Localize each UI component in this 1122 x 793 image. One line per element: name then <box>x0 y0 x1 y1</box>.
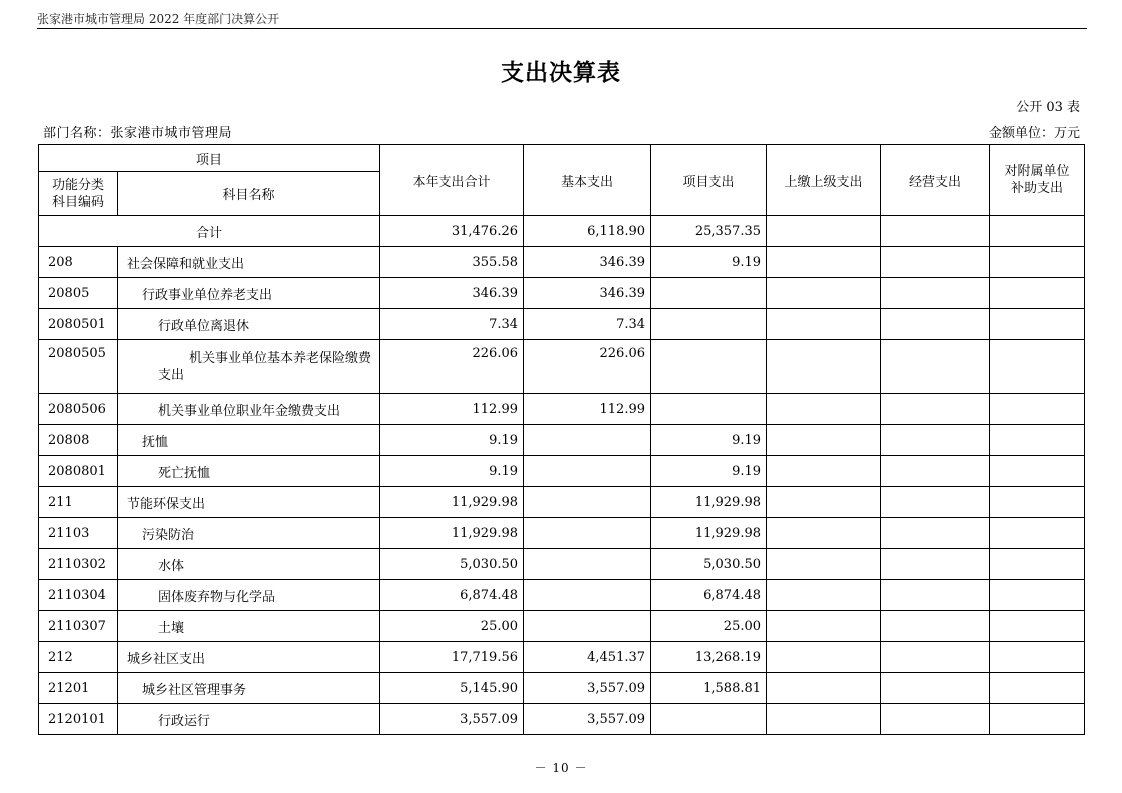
row-code: 2110304 <box>39 580 118 611</box>
row-code: 2080801 <box>39 456 118 487</box>
row-subsidy <box>990 487 1085 518</box>
row-name: 污染防治 <box>118 518 380 549</box>
row-business <box>881 704 990 735</box>
row-upper <box>767 309 881 340</box>
row-subsidy <box>990 673 1085 704</box>
row-business <box>881 278 990 309</box>
table-row <box>39 487 1085 518</box>
row-basic <box>524 518 651 549</box>
row-total: 6,874.48 <box>380 580 524 611</box>
table-row <box>39 309 1085 340</box>
row-total: 17,719.56 <box>380 642 524 673</box>
row-code: 208 <box>39 247 118 278</box>
row-name: 城乡社区支出 <box>118 642 380 673</box>
row-total: 11,929.98 <box>380 518 524 549</box>
row-project: 9.19 <box>651 425 767 456</box>
header-business: 经营支出 <box>881 145 990 216</box>
row-business <box>881 340 990 394</box>
row-business <box>881 580 990 611</box>
amount-unit: 金额单位：万元 <box>988 126 1080 141</box>
row-code: 2080505 <box>39 340 118 394</box>
row-name <box>118 340 380 394</box>
row-upper <box>767 247 881 278</box>
row-subsidy <box>990 549 1085 580</box>
row-subsidy <box>990 309 1085 340</box>
row-code: 21201 <box>39 673 118 704</box>
table-row <box>39 704 1085 735</box>
table-row <box>39 518 1085 549</box>
row-subsidy <box>990 340 1085 394</box>
row-name: 固体废弃物与化学品 <box>118 580 380 611</box>
row-subsidy <box>990 278 1085 309</box>
row-project <box>651 309 767 340</box>
row-name: 行政运行 <box>118 704 380 735</box>
row-total: 11,929.98 <box>380 487 524 518</box>
row-upper <box>767 394 881 425</box>
header-row-1 <box>39 145 1085 172</box>
header-code-line1: 功能分类 <box>51 177 104 193</box>
row-project: 9.19 <box>651 456 767 487</box>
row-basic <box>524 456 651 487</box>
header-item: 项目 <box>39 145 380 172</box>
table-row <box>39 394 1085 425</box>
page-number: － 10 － <box>534 761 588 775</box>
row-business <box>881 456 990 487</box>
row-total: 5,030.50 <box>380 549 524 580</box>
header-code-line2: 科目编码 <box>51 194 104 210</box>
row-project <box>651 278 767 309</box>
row-name: 社会保障和就业支出 <box>118 247 380 278</box>
table-row <box>39 247 1085 278</box>
row-upper <box>767 278 881 309</box>
row-project <box>651 340 767 394</box>
total-upper <box>767 216 881 247</box>
row-code: 2080501 <box>39 309 118 340</box>
total-total: 31,476.26 <box>380 216 524 247</box>
row-project: 11,929.98 <box>651 518 767 549</box>
row-business <box>881 487 990 518</box>
row-total: 7.34 <box>380 309 524 340</box>
total-label: 合计 <box>39 216 380 247</box>
row-business <box>881 425 990 456</box>
row-code: 2080506 <box>39 394 118 425</box>
row-upper <box>767 642 881 673</box>
row-name: 抚恤 <box>118 425 380 456</box>
row-total: 226.06 <box>380 340 524 394</box>
row-project <box>651 704 767 735</box>
row-upper <box>767 487 881 518</box>
row-upper <box>767 425 881 456</box>
row-name: 机关事业单位职业年金缴费支出 <box>118 394 380 425</box>
row-project: 6,874.48 <box>651 580 767 611</box>
table-row <box>39 425 1085 456</box>
row-name-line2: 支出 <box>158 367 185 383</box>
header-subsidy-line1: 对附属单位 <box>1004 164 1070 179</box>
row-subsidy <box>990 247 1085 278</box>
page-title: 支出决算表 <box>501 60 621 86</box>
row-total: 3,557.09 <box>380 704 524 735</box>
row-total: 9.19 <box>380 456 524 487</box>
row-total: 346.39 <box>380 278 524 309</box>
row-upper <box>767 518 881 549</box>
form-number: 公开 03 表 <box>1016 100 1080 115</box>
table-row <box>39 673 1085 704</box>
row-total: 25.00 <box>380 611 524 642</box>
row-basic: 346.39 <box>524 278 651 309</box>
row-basic <box>524 580 651 611</box>
row-name: 行政事业单位养老支出 <box>118 278 380 309</box>
row-code: 20805 <box>39 278 118 309</box>
row-total: 355.58 <box>380 247 524 278</box>
total-business <box>881 216 990 247</box>
row-project: 9.19 <box>651 247 767 278</box>
row-basic: 3,557.09 <box>524 704 651 735</box>
row-name: 城乡社区管理事务 <box>118 673 380 704</box>
row-total: 112.99 <box>380 394 524 425</box>
row-basic: 226.06 <box>524 340 651 394</box>
row-subsidy <box>990 642 1085 673</box>
row-basic <box>524 549 651 580</box>
row-business <box>881 309 990 340</box>
row-name-line1: 机关事业单位基本养老保险缴费 <box>189 350 372 366</box>
row-subsidy <box>990 425 1085 456</box>
row-upper <box>767 340 881 394</box>
header-total: 本年支出合计 <box>380 145 524 216</box>
row-upper <box>767 611 881 642</box>
row-basic: 7.34 <box>524 309 651 340</box>
row-code: 212 <box>39 642 118 673</box>
row-name: 土壤 <box>118 611 380 642</box>
header-basic: 基本支出 <box>524 145 651 216</box>
row-name: 行政单位离退休 <box>118 309 380 340</box>
total-row <box>39 216 1085 247</box>
row-business <box>881 642 990 673</box>
total-basic: 6,118.90 <box>524 216 651 247</box>
row-name: 死亡抚恤 <box>118 456 380 487</box>
header-project: 项目支出 <box>651 145 767 216</box>
row-project: 25.00 <box>651 611 767 642</box>
row-name: 水体 <box>118 549 380 580</box>
row-code: 2110302 <box>39 549 118 580</box>
row-total: 9.19 <box>380 425 524 456</box>
total-subsidy <box>990 216 1085 247</box>
page-header: 张家港市城市管理局 2022 年度部门决算公开 <box>37 12 280 26</box>
row-basic: 346.39 <box>524 247 651 278</box>
row-basic: 3,557.09 <box>524 673 651 704</box>
department-name: 部门名称：张家港市城市管理局 <box>43 126 233 141</box>
row-business <box>881 673 990 704</box>
row-code: 20808 <box>39 425 118 456</box>
header-subsidy-line2: 补助支出 <box>1011 181 1064 196</box>
table-row <box>39 642 1085 673</box>
row-upper <box>767 456 881 487</box>
table-row <box>39 340 1085 394</box>
row-basic <box>524 611 651 642</box>
row-code: 211 <box>39 487 118 518</box>
row-total: 5,145.90 <box>380 673 524 704</box>
row-business <box>881 518 990 549</box>
table-row <box>39 278 1085 309</box>
table-row <box>39 580 1085 611</box>
row-business <box>881 611 990 642</box>
row-subsidy <box>990 611 1085 642</box>
header-divider <box>37 28 1087 29</box>
row-basic: 4,451.37 <box>524 642 651 673</box>
header-code <box>39 172 118 216</box>
row-project <box>651 394 767 425</box>
row-name: 节能环保支出 <box>118 487 380 518</box>
row-upper <box>767 549 881 580</box>
table-row <box>39 456 1085 487</box>
row-subsidy <box>990 394 1085 425</box>
expenditure-table <box>38 144 1085 735</box>
row-basic: 112.99 <box>524 394 651 425</box>
row-basic <box>524 425 651 456</box>
row-project: 11,929.98 <box>651 487 767 518</box>
row-project: 5,030.50 <box>651 549 767 580</box>
row-subsidy <box>990 456 1085 487</box>
header-name: 科目名称 <box>118 172 380 216</box>
row-business <box>881 394 990 425</box>
row-code: 21103 <box>39 518 118 549</box>
row-code: 2110307 <box>39 611 118 642</box>
row-project: 1,588.81 <box>651 673 767 704</box>
table-row <box>39 611 1085 642</box>
row-upper <box>767 704 881 735</box>
row-project: 13,268.19 <box>651 642 767 673</box>
row-upper <box>767 580 881 611</box>
row-code: 2120101 <box>39 704 118 735</box>
row-subsidy <box>990 704 1085 735</box>
row-business <box>881 247 990 278</box>
row-subsidy <box>990 580 1085 611</box>
row-basic <box>524 487 651 518</box>
row-subsidy <box>990 518 1085 549</box>
total-project: 25,357.35 <box>651 216 767 247</box>
header-subsidy <box>990 145 1085 216</box>
row-upper <box>767 673 881 704</box>
header-upper: 上缴上级支出 <box>767 145 881 216</box>
row-business <box>881 549 990 580</box>
table-row <box>39 549 1085 580</box>
